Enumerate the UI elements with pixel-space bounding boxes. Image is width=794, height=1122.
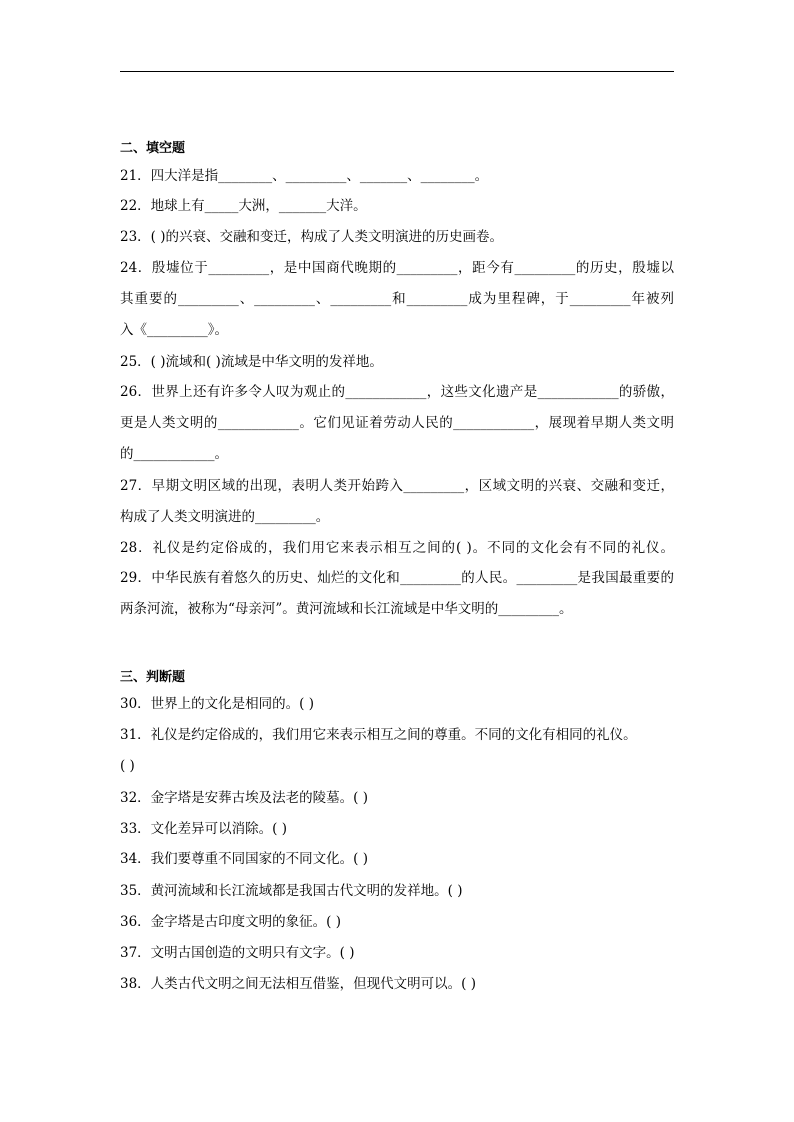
question-24-line-3: 入《_________》。 <box>120 322 228 338</box>
question-35: 35．黄河流域和长江流域都是我国古代文明的发祥地。( ) <box>120 883 463 899</box>
question-33: 33．文化差异可以消除。( ) <box>120 821 288 837</box>
question-37: 37．文明古国创造的文明只有文字。( ) <box>120 945 355 961</box>
question-27-line-1: 27．早期文明区域的出现，表明人类开始跨入_________，区域文明的兴衰、交融和变迁， <box>120 478 674 494</box>
question-36: 36．金字塔是古印度文明的象征。( ) <box>120 914 342 930</box>
question-29-line-1: 29．中华民族有着悠久的历史、灿烂的文化和_________的人民。_________是我国最重要的 <box>120 570 674 586</box>
question-32: 32．金字塔是安葬古埃及法老的陵墓。( ) <box>120 790 369 806</box>
question-26-line-1: 26．世界上还有许多令人叹为观止的____________，这些文化遗产是____________的骄傲， <box>120 384 674 400</box>
question-27-line-2: 构成了人类文明演进的_________。 <box>120 509 330 525</box>
question-22: 22．地球上有_____大洲，_______大洋。 <box>120 198 367 214</box>
question-29-line-2: 两条河流，被称为“母亲河”。黄河流域和长江流域是中华文明的_________。 <box>120 601 573 617</box>
question-34: 34．我们要尊重不同国家的不同文化。( ) <box>120 851 369 867</box>
question-31-line-1: 31．礼仪是约定俗成的，我们用它来表示相互之间的尊重。不同的文化有相同的礼仪。 <box>120 727 637 743</box>
question-31-line-2: ( ) <box>120 758 135 774</box>
question-26-line-2: 更是人类文明的____________。它们见证着劳动人民的____________，展现着早期人类文明 <box>120 415 674 431</box>
section-title-fill-in: 二、填空题 <box>120 141 186 156</box>
question-24-line-1: 24．殷墟位于_________，是中国商代晚期的_________，距今有_________的历史，殷墟以 <box>120 260 674 276</box>
section-title-true-false: 三、判断题 <box>120 670 186 685</box>
question-21: 21．四大洋是指________、_________、_______、________。 <box>120 168 489 184</box>
question-23: 23．( )的兴衰、交融和变迁，构成了人类文明演进的历史画卷。 <box>120 229 504 245</box>
question-24-line-2: 其重要的_________、_________、_________和_________成为里程碑，于_________年被列 <box>120 291 674 307</box>
question-28: 28．礼仪是约定俗成的，我们用它来表示相互之间的( )。不同的文化会有不同的礼仪。 <box>120 540 674 556</box>
question-38: 38．人类古代文明之间无法相互借鉴，但现代文明可以。( ) <box>120 976 477 992</box>
header-rule <box>120 71 674 72</box>
question-25: 25．( )流域和( )流域是中华文明的发祥地。 <box>120 354 383 370</box>
question-26-line-3: 的____________。 <box>120 446 228 462</box>
question-30: 30．世界上的文化是相同的。( ) <box>120 696 315 712</box>
